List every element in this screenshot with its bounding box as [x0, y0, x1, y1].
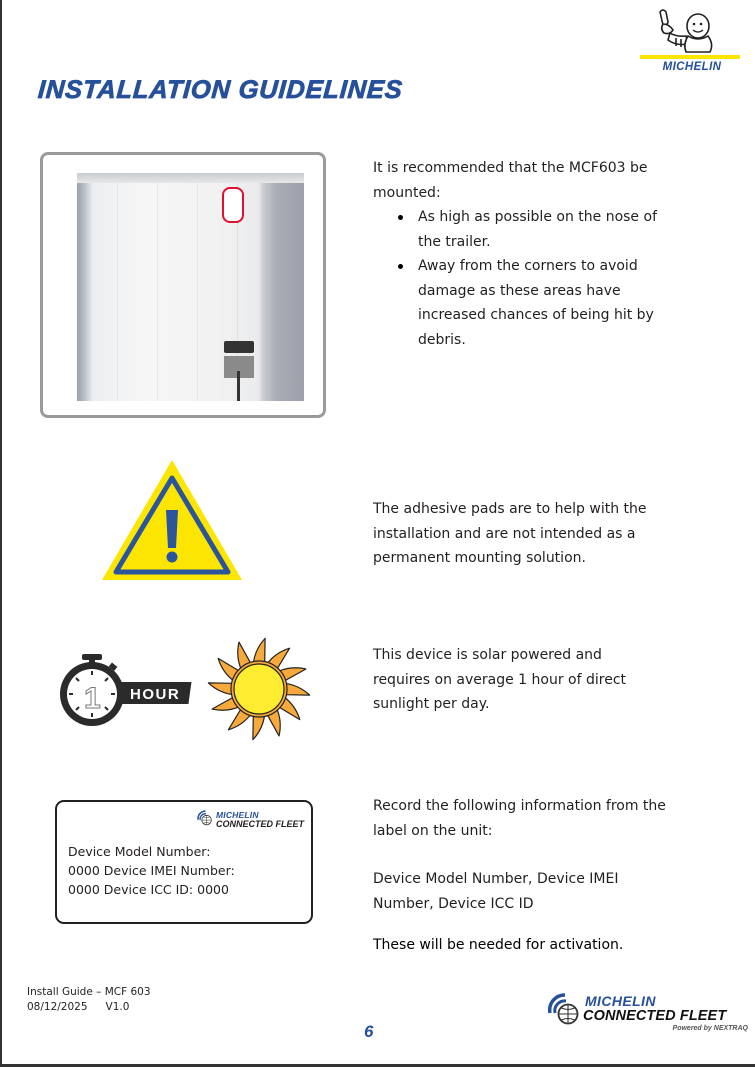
bullet-item: As high as possible on the nose of the trailer.: [373, 205, 663, 254]
record-info-instructions: [373, 794, 673, 958]
label-logo: [196, 808, 312, 832]
trailer-cable: [237, 371, 240, 401]
trailer-panel-line: [117, 183, 118, 401]
mounting-bullets: [373, 205, 663, 352]
sun-ray: [284, 683, 309, 695]
bibendum-icon: [654, 8, 718, 54]
label-device-info: Device Model Number: 0000 Device IMEI Number: 0000 Device ICC ID: 0000: [68, 844, 235, 897]
mcf-logo-powered-by: Powered by NEXTRAQ: [672, 1025, 748, 1032]
mcf-logo-line1: MICHELIN: [585, 993, 656, 1009]
bullet-item: Away from the corners to avoid damage as these areas have increased chances of being hit by debris.: [373, 254, 663, 352]
mount-location-marker: [222, 187, 244, 223]
sun-ray: [208, 683, 233, 695]
activation-note: These will be needed for activation.: [373, 937, 624, 953]
michelin-logo: [640, 8, 740, 72]
footer-doc-title: Install Guide – MCF 603: [27, 986, 151, 998]
trailer-panel-line: [157, 183, 158, 401]
page-title: INSTALLATION GUIDELINES: [37, 76, 404, 104]
adhesive-note: The adhesive pads are to help with the installation and are not intended as a permanent mounting solution.: [373, 501, 647, 566]
connected-fleet-globe-icon: [196, 809, 214, 827]
label-logo-line2: CONNECTED FLEET: [216, 819, 305, 829]
mcf-logo-line2: CONNECTED FLEET: [583, 1008, 727, 1024]
trailer-connector-box: [224, 341, 254, 353]
mounting-instructions: [373, 156, 663, 352]
stopwatch-hour-label: HOUR: [130, 686, 181, 703]
logo-yellow-bar: [640, 55, 740, 59]
footer-doc-info: [27, 985, 151, 1015]
record-intro: Record the following information from the label on the unit:: [373, 798, 666, 839]
stopwatch-number: 1: [84, 682, 101, 715]
label-logo-line1: MICHELIN: [216, 810, 259, 820]
footer-date: 08/12/2025: [27, 1001, 88, 1013]
connected-fleet-globe-icon: [547, 992, 581, 1026]
device-label-card: [55, 800, 313, 924]
page-number: 6: [364, 1022, 374, 1041]
record-fields: Device Model Number, Device IMEI Number, Device ICC ID: [373, 871, 619, 912]
sun-ray: [253, 638, 265, 663]
stopwatch-icon: [60, 650, 200, 730]
solar-note: This device is solar powered and requires on average 1 hour of direct sunlight per day.: [373, 647, 627, 712]
michelin-connected-fleet-logo: [547, 990, 752, 1038]
sun-icon: [206, 636, 312, 742]
trailer-photo-frame: [40, 152, 326, 418]
page-border-left: [0, 0, 2, 1067]
trailer-photo: [77, 173, 304, 401]
trailer-panel-line: [197, 183, 198, 401]
sun-ray: [253, 714, 265, 739]
mounting-intro: It is recommended that the MCF603 be mounted:: [373, 160, 648, 201]
trailer-roof: [77, 173, 304, 183]
footer-version: V1.0: [105, 1001, 130, 1013]
michelin-wordmark: MICHELIN: [662, 61, 722, 73]
warning-icon: [100, 458, 244, 582]
